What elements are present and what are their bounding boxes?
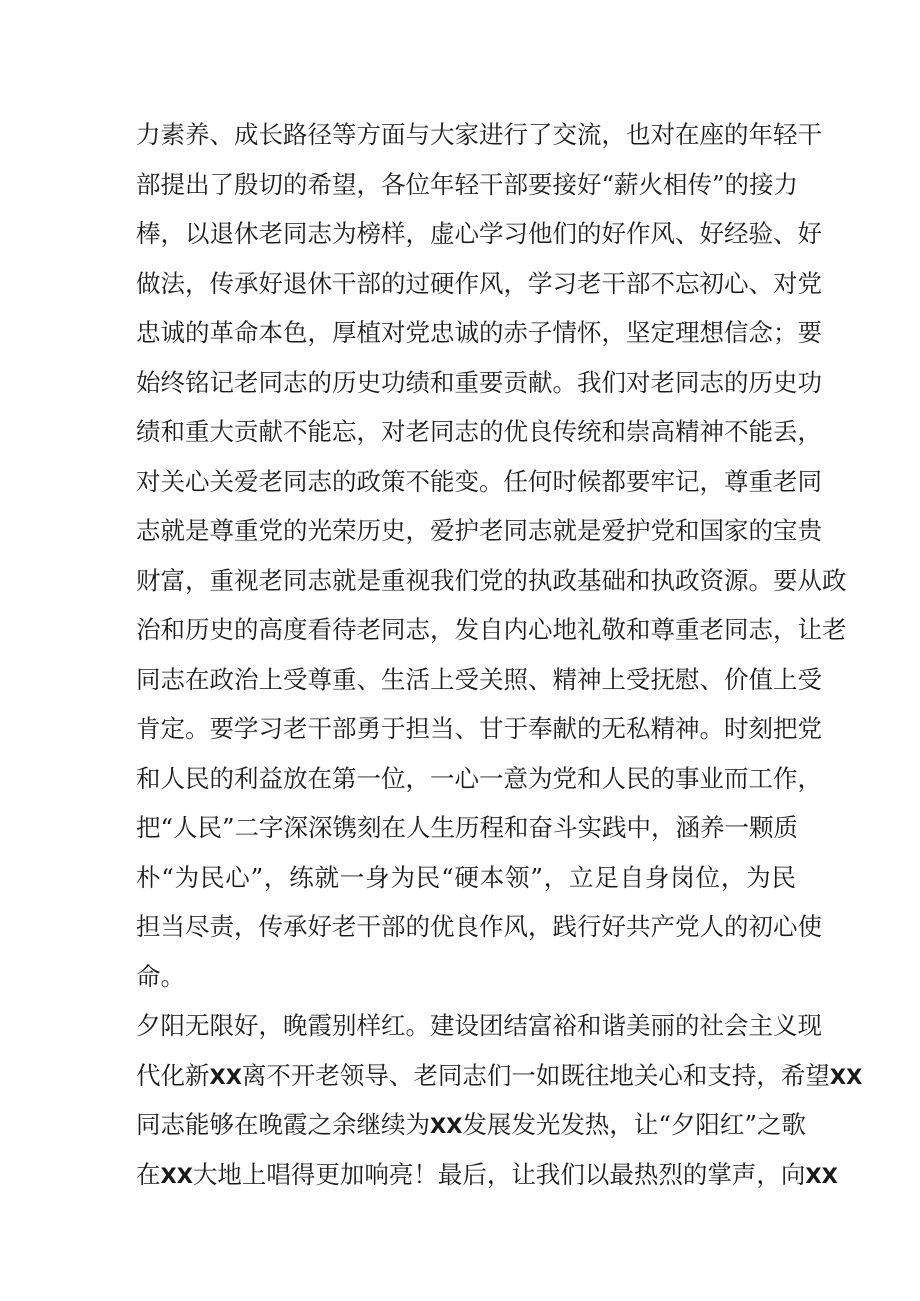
paragraph-1-line-12: 同志在政治上受尊重、生活上受关照、精神上受抚慰、价值上受 [136, 664, 822, 694]
paragraph-1-line-17: 担当尽责，传承好老干部的优良作风，践行好共产党人的初心使 [136, 912, 822, 941]
paragraph-1-line-6: 始终铭记老同志的历史功绩和重要贡献。我们对老同志的历史功 [136, 367, 822, 397]
paragraph-1-line-5: 忠诚的革命本色，厚植对党忠诚的赤子情怀，坚定理想信念；要 [136, 318, 822, 347]
paragraph-2-line-2 [136, 1059, 863, 1093]
paragraph-1-line-16: 朴“为民心”，练就一身为民“硬本领”，立足自身岗位，为民 [136, 862, 796, 892]
text-run: 发展发光发热，让“夕阳红”之歌 [462, 1110, 806, 1139]
text-run: 大地上唱得更加响亮！最后，让我们以最热烈的掌声，向 [192, 1159, 806, 1189]
paragraph-1-line-2: 部提出了殷切的希望，各位年轻干部要接好“薪火相传”的接力 [136, 169, 799, 199]
paragraph-1-line-4: 做法，传承好退休干部的过硬作风，学习老干部不忘初心、对党 [136, 268, 822, 298]
text-run: 同志能够在晚霞之余继续为 [136, 1110, 430, 1139]
paragraph-2-line-1: 夕阳无限好，晚霞别样红。建设团结富裕和谐美丽的社会主义现 [136, 1011, 822, 1040]
placeholder-xx: XX [209, 1064, 242, 1089]
placeholder-xx: XX [829, 1064, 863, 1089]
paragraph-1-line-7: 绩和重大贡献不能忘，对老同志的优良传统和崇高精神不能丢， [136, 417, 822, 446]
paragraph-1-line-11: 治和历史的高度看待老同志，发自内心地礼敬和尊重老同志，让老 [136, 615, 847, 644]
paragraph-1-line-14: 和人民的利益放在第一位，一心一意为党和人民的事业而工作， [136, 763, 822, 793]
text-run: 离不开老领导、老同志们一如既往地关心和支持，希望 [241, 1060, 830, 1090]
paragraph-1-line-9: 志就是尊重党的光荣历史，爱护老同志就是爱护党和国家的宝贵 [136, 516, 822, 545]
text-run: 代化新 [136, 1060, 210, 1090]
placeholder-xx: XX [160, 1163, 193, 1188]
paragraph-1-line-15: 把“人民”二字深深镌刻在人生历程和奋斗实践中，涵养一颗质 [136, 813, 799, 842]
placeholder-xx: XX [805, 1163, 838, 1188]
paragraph-1-line-1: 力素养、成长路径等方面与大家进行了交流，也对在座的年轻干 [136, 120, 822, 149]
placeholder-xx: XX [430, 1114, 463, 1138]
paragraph-1-line-8: 对关心关爱老同志的政策不能变。任何时候都要牢记，尊重老同 [136, 466, 822, 496]
paragraph-1-line-18: 命。 [136, 961, 185, 991]
paragraph-2-line-3 [136, 1108, 806, 1142]
paragraph-1-line-3: 棒，以退休老同志为榜样，虚心学习他们的好作风、好经验、好 [136, 219, 822, 248]
paragraph-1-line-10: 财富，重视老同志就是重视我们党的执政基础和执政资源。要从政 [136, 565, 847, 595]
text-run: 在 [136, 1159, 161, 1189]
paragraph-1-line-13: 肯定。要学习老干部勇于担当、甘于奉献的无私精神。时刻把党 [136, 714, 822, 743]
paragraph-2-line-4 [136, 1158, 838, 1192]
